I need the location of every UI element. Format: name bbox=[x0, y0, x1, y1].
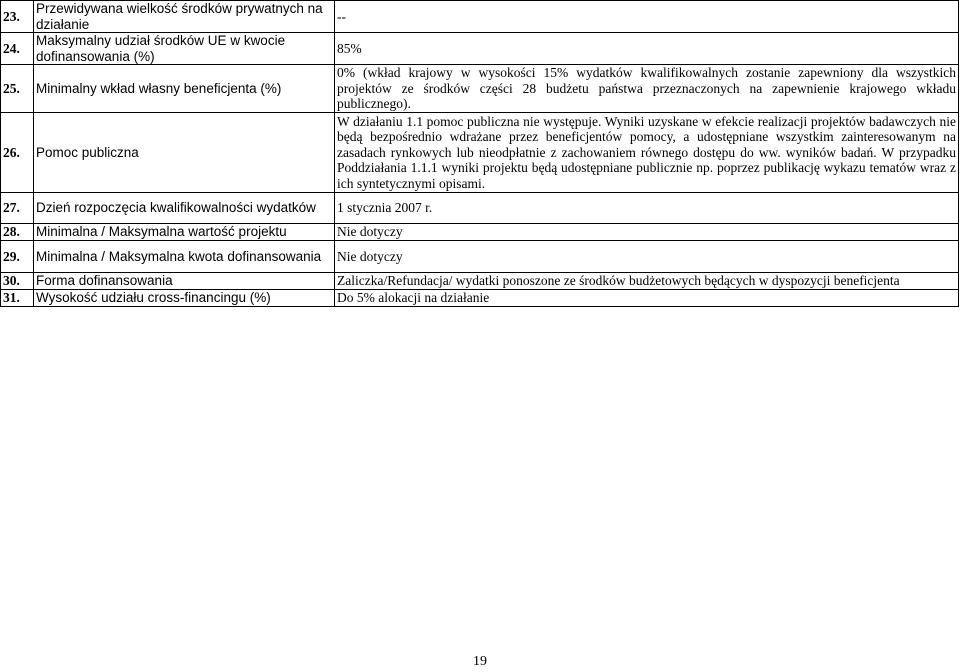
row-label: Dzień rozpoczęcia kwalifikowalności wydatków bbox=[34, 193, 335, 224]
row-value: W działaniu 1.1 pomoc publiczna nie występuje. Wyniki uzyskane w efekcie realizacji projektów badawczych nie będą bezpośrednio wdrażane przez beneficjentów pomocy, a udostępniane wszystkim zainteresowanym na zasadach rynkowych lub nieodpłatnie z zachowaniem równego dostępu do ww. wyników badań. W przypadku Poddziałania 1.1.1 wyniki projektu będą udostępniane publicznie np. poprzez publikację wykazu tematów wraz z ich syntetycznymi opisami. bbox=[335, 113, 959, 193]
row-label: Forma dofinansowania bbox=[34, 273, 335, 290]
row-number: 31. bbox=[1, 290, 34, 307]
row-number: 26. bbox=[1, 113, 34, 193]
table-row bbox=[1, 65, 959, 113]
row-label: Maksymalny udział środków UE w kwocie dofinansowania (%) bbox=[34, 33, 335, 65]
row-label: Przewidywana wielkość środków prywatnych na działanie bbox=[34, 1, 335, 33]
row-number: 30. bbox=[1, 273, 34, 290]
table-row bbox=[1, 33, 959, 65]
row-value: 0% (wkład krajowy w wysokości 15% wydatków kwalifikowalnych zostanie zapewniony dla wszystkich projektów ze środków części 28 budżetu państwa przeznaczonych na zapewnienie krajowego wkładu publicznego). bbox=[335, 65, 959, 113]
row-number: 25. bbox=[1, 65, 34, 113]
row-number: 29. bbox=[1, 241, 34, 273]
row-label: Minimalny wkład własny beneficjenta (%) bbox=[34, 65, 335, 113]
table-row bbox=[1, 224, 959, 241]
programme-details-table bbox=[0, 0, 959, 307]
row-number: 24. bbox=[1, 33, 34, 65]
row-label: Pomoc publiczna bbox=[34, 113, 335, 193]
row-label: Minimalna / Maksymalna kwota dofinansowania bbox=[34, 241, 335, 273]
row-value: Do 5% alokacji na działanie bbox=[335, 290, 959, 307]
row-value: -- bbox=[335, 1, 959, 33]
row-value: Nie dotyczy bbox=[335, 241, 959, 273]
row-label: Wysokość udziału cross-financingu (%) bbox=[34, 290, 335, 307]
table-row bbox=[1, 193, 959, 224]
row-value: 1 stycznia 2007 r. bbox=[335, 193, 959, 224]
row-label: Minimalna / Maksymalna wartość projektu bbox=[34, 224, 335, 241]
row-value: Nie dotyczy bbox=[335, 224, 959, 241]
row-value: 85% bbox=[335, 33, 959, 65]
row-number: 27. bbox=[1, 193, 34, 224]
table-row bbox=[1, 113, 959, 193]
row-number: 28. bbox=[1, 224, 34, 241]
row-value: Zaliczka/Refundacja/ wydatki ponoszone ze środków budżetowych będących w dyspozycji beneficjenta bbox=[335, 273, 959, 290]
table-row bbox=[1, 290, 959, 307]
table-row bbox=[1, 241, 959, 273]
row-number: 23. bbox=[1, 1, 34, 33]
table-row bbox=[1, 273, 959, 290]
page-number: 19 bbox=[473, 654, 487, 669]
table-row bbox=[1, 1, 959, 33]
